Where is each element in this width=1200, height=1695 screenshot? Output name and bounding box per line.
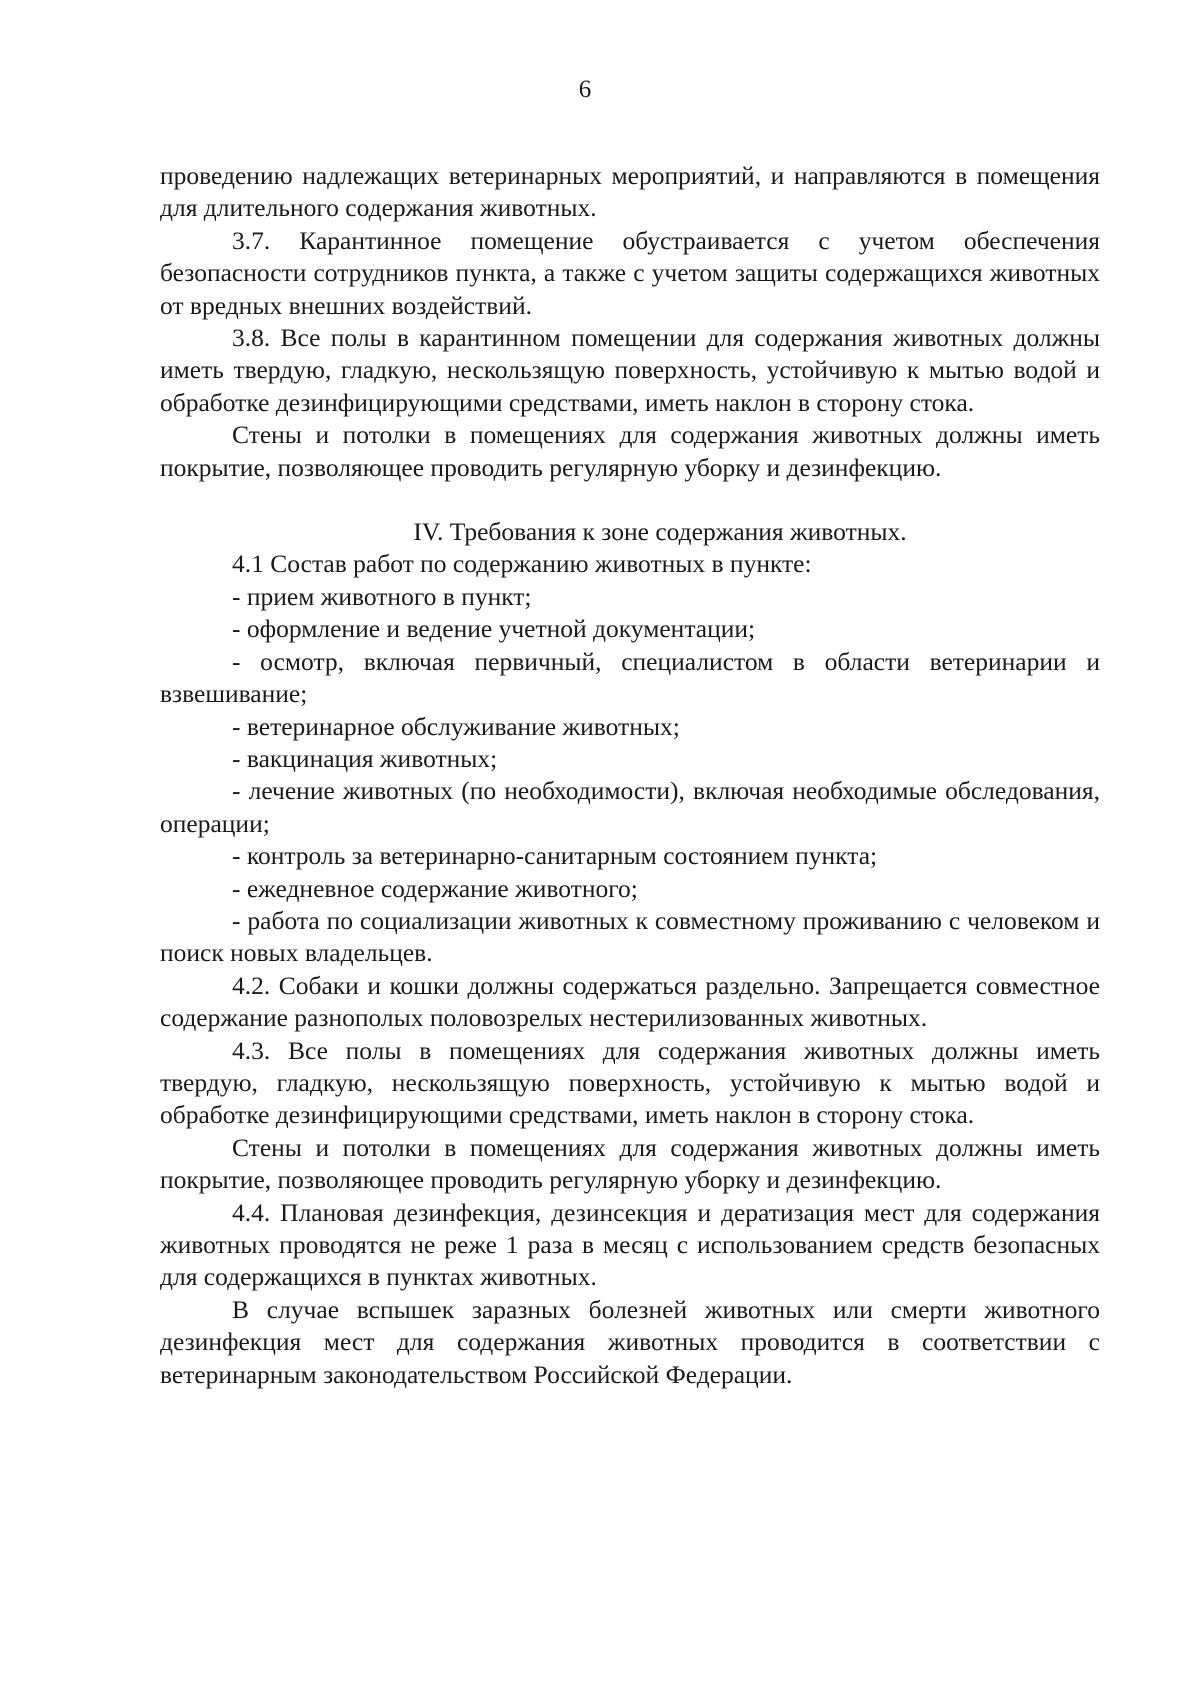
paragraph-4-4: 4.4. Плановая дезинфекция, дезинсекция и дератизация мест для содержания животных проводятся не реже 1 раза в месяц с использованием средств безопасных для содержащихся в пунктах животных. <box>160 1197 1100 1292</box>
paragraph-3-7: 3.7. Карантинное помещение обустраивается с учетом обеспечения безопасности сотрудников пункта, а также с учетом защиты содержащихся животных от вредных внешних воздействий. <box>160 225 1100 320</box>
list-item: - ветеринарное обслуживание животных; <box>232 711 680 741</box>
list-item: - контроль за ветеринарно-санитарным состоянием пункта; <box>232 841 878 871</box>
list-item: - лечение животных (по необходимости), включая необходимые обследования, операции; <box>160 776 1100 838</box>
paragraph-outbreak: В случае вспышек заразных болезней животных или смерти животного дезинфекция мест для содержания животных проводится в соответствии с ветеринарным законодательством Российской Федерации. <box>160 1294 1100 1389</box>
paragraph-4-2: 4.2. Собаки и кошки должны содержаться раздельно. Запрещается совместное содержание разнополых половозрелых нестерилизованных животных. <box>160 970 1100 1033</box>
paragraph-4-1: 4.1 Состав работ по содержанию животных в пункте: <box>232 549 812 579</box>
list-item: - вакцинация животных; <box>232 743 498 773</box>
list-item: - прием животного в пункт; <box>232 581 532 611</box>
list-item: - работа по социализации животных к совместному проживанию с человеком и поиск новых владельцев. <box>160 905 1100 968</box>
section-heading: IV. Требования к зоне содержания животных. <box>413 517 907 547</box>
paragraph-continuation: проведению надлежащих ветеринарных мероприятий, и направляются в помещения для длительного содержания животных. <box>160 161 1100 223</box>
paragraph-3-8: 3.8. Все полы в карантинном помещении для содержания животных должны иметь твердую, гладкую, нескользящую поверхность, устойчивую к мытью водой и обработке дезинфицирующими средствами, иметь наклон в сторону стока. <box>160 323 1100 417</box>
paragraph-walls-quarantine: Стены и потолки в помещениях для содержания животных должны иметь покрытие, позволяющее проводить регулярную уборку и дезинфекцию. <box>160 420 1100 482</box>
list-item: - осмотр, включая первичный, специалистом в области ветеринарии и взвешивание; <box>160 646 1100 709</box>
page-number: 6 <box>578 76 592 103</box>
paragraph-walls-rooms: Стены и потолки в помещениях для содержания животных должны иметь покрытие, позволяющее проводить регулярную уборку и дезинфекцию. <box>160 1132 1100 1195</box>
list-item: - ежедневное содержание животного; <box>232 873 638 903</box>
paragraph-4-3: 4.3. Все полы в помещениях для содержания животных должны иметь твердую, гладкую, нескользящую поверхность, устойчивую к мытью водой и обработке дезинфицирующими средствами, иметь наклон в сторону стока. <box>160 1035 1100 1130</box>
document-body <box>160 160 1100 1391</box>
list-item: - оформление и ведение учетной документации; <box>232 614 756 644</box>
